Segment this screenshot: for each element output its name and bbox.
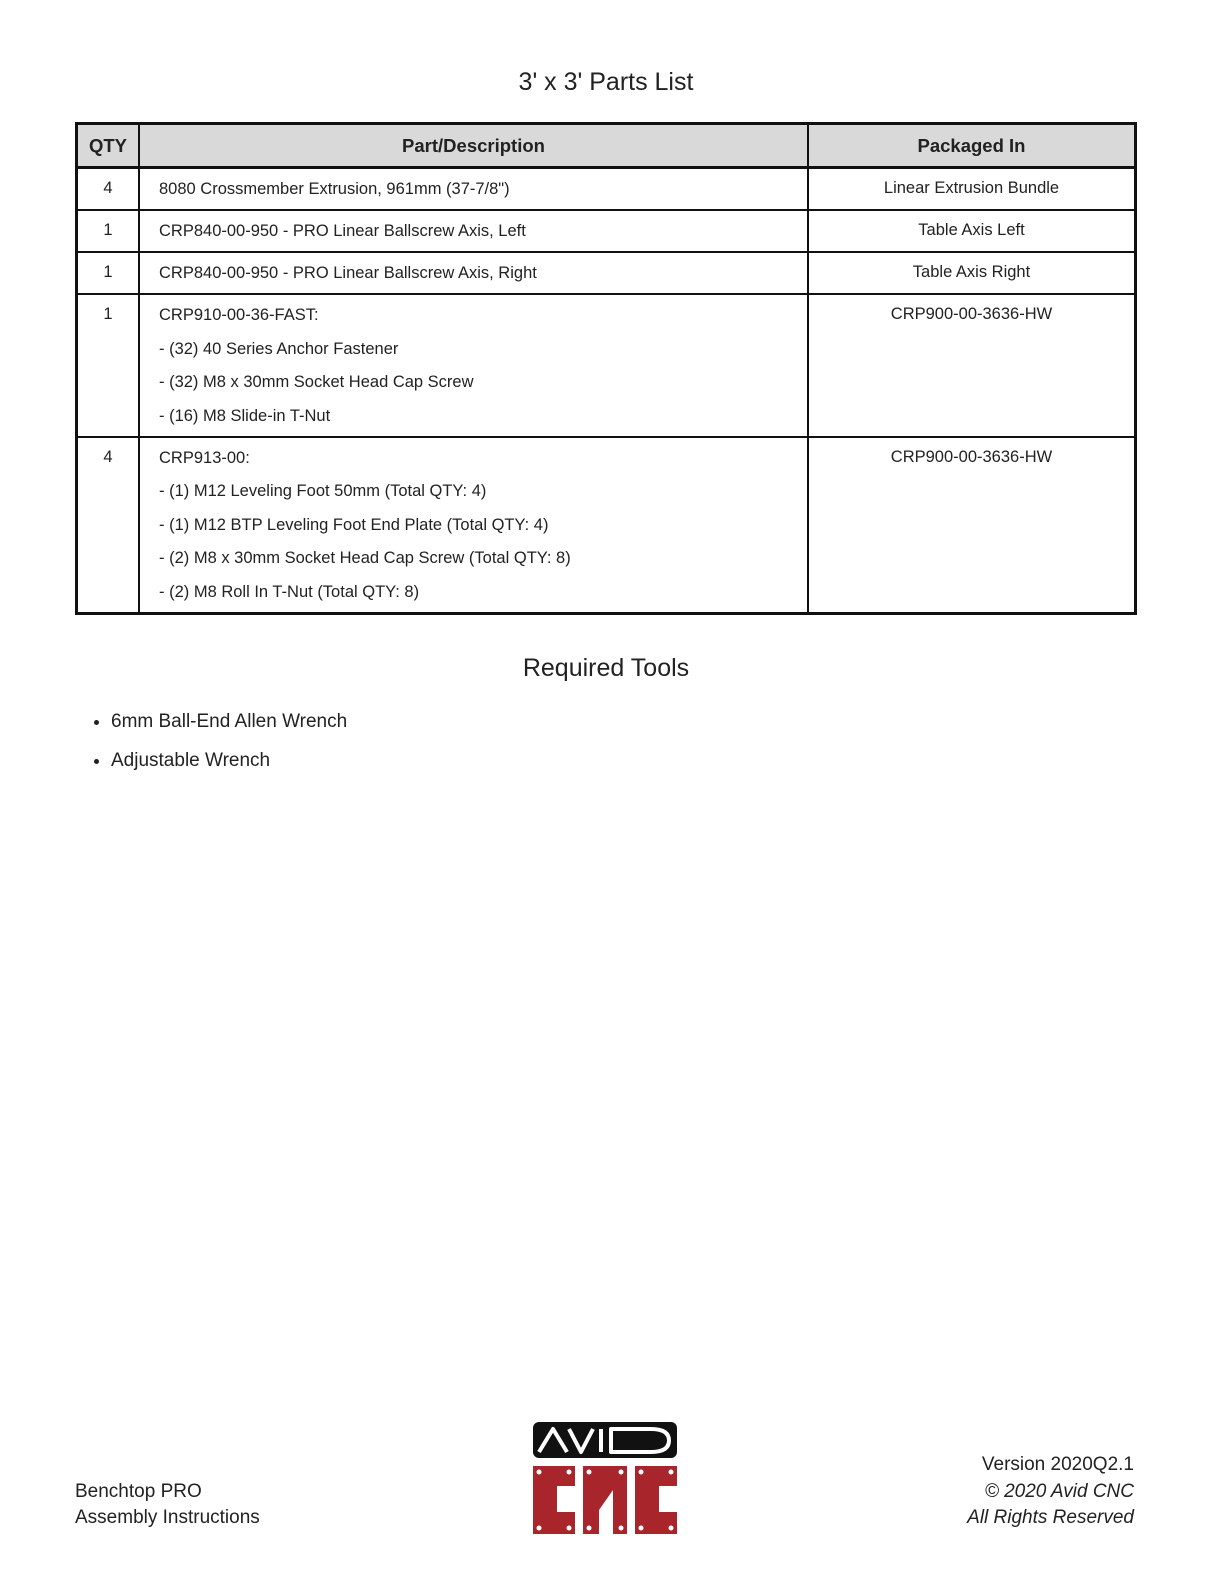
description-line: CRP910-00-36-FAST: [159,306,319,324]
description-line: - (2) M8 x 30mm Socket Head Cap Screw (Total QTY: 8) [159,549,571,567]
packaged-in-cell: CRP900-00-3636-HW [808,294,1136,437]
description-line: CRP840-00-950 - PRO Linear Ballscrew Axis, Right [159,264,537,282]
packaged-in-cell: Table Axis Right [808,252,1136,294]
table-row [77,252,1136,294]
document-type: Assembly Instructions [75,1507,260,1528]
description-cell [139,437,808,614]
qty-cell: 1 [77,294,140,437]
tools-list [75,708,347,786]
table-row [77,437,1136,614]
table-row [77,168,1136,211]
description-line: - (32) M8 x 30mm Socket Head Cap Screw [159,373,474,391]
description-cell [139,168,808,211]
rights-label: All Rights Reserved [967,1507,1134,1528]
avid-cnc-logo [531,1420,679,1544]
qty-cell: 4 [77,437,140,614]
description-line: - (16) M8 Slide-in T-Nut [159,406,331,425]
packaged-in-cell: CRP900-00-3636-HW [808,437,1136,614]
qty-cell: 1 [77,252,140,294]
description-cell [139,294,808,437]
list-item: • Adjustable Wrench [111,747,347,786]
description-cell [139,252,808,294]
list-item: • 6mm Ball-End Allen Wrench [111,708,347,747]
description-line: CRP840-00-950 - PRO Linear Ballscrew Axis, Left [159,222,526,240]
logo-cnc-lettering [533,1466,677,1534]
version-label: Version 2020Q2.1 [981,1454,1134,1475]
description-line: - (1) M12 Leveling Foot 50mm (Total QTY: 4) [159,482,487,500]
qty-cell: 1 [77,210,140,252]
description-line: 8080 Crossmember Extrusion, 961mm (37-7/8") [159,180,510,198]
packaged-in-cell: Linear Extrusion Bundle [808,168,1136,211]
column-header-packaged-in: Packaged In [808,124,1136,168]
footer-version-info [967,1452,1134,1532]
table-row [77,294,1136,437]
table-row [77,210,1136,252]
product-name: Benchtop PRO [75,1481,202,1502]
description-cell [139,210,808,252]
parts-table [75,122,1137,615]
description-line: - (1) M12 BTP Leveling Foot End Plate (Total QTY: 4) [159,515,549,534]
packaged-in-cell: Table Axis Left [808,210,1136,252]
required-tools-heading: Required Tools [522,654,690,682]
column-header-description: Part/Description [139,124,808,168]
description-line: - (2) M8 Roll In T-Nut (Total QTY: 8) [159,582,420,601]
description-line: - (32) 40 Series Anchor Fastener [159,339,399,358]
footer-document-info [75,1479,260,1531]
description-line: CRP913-00: [159,448,250,467]
qty-cell: 4 [77,168,140,211]
page-title: 3' x 3' Parts List [518,68,694,96]
column-header-qty: QTY [77,124,140,168]
copyright-label: © 2020 Avid CNC [984,1480,1134,1502]
table-header-row [77,124,1136,168]
